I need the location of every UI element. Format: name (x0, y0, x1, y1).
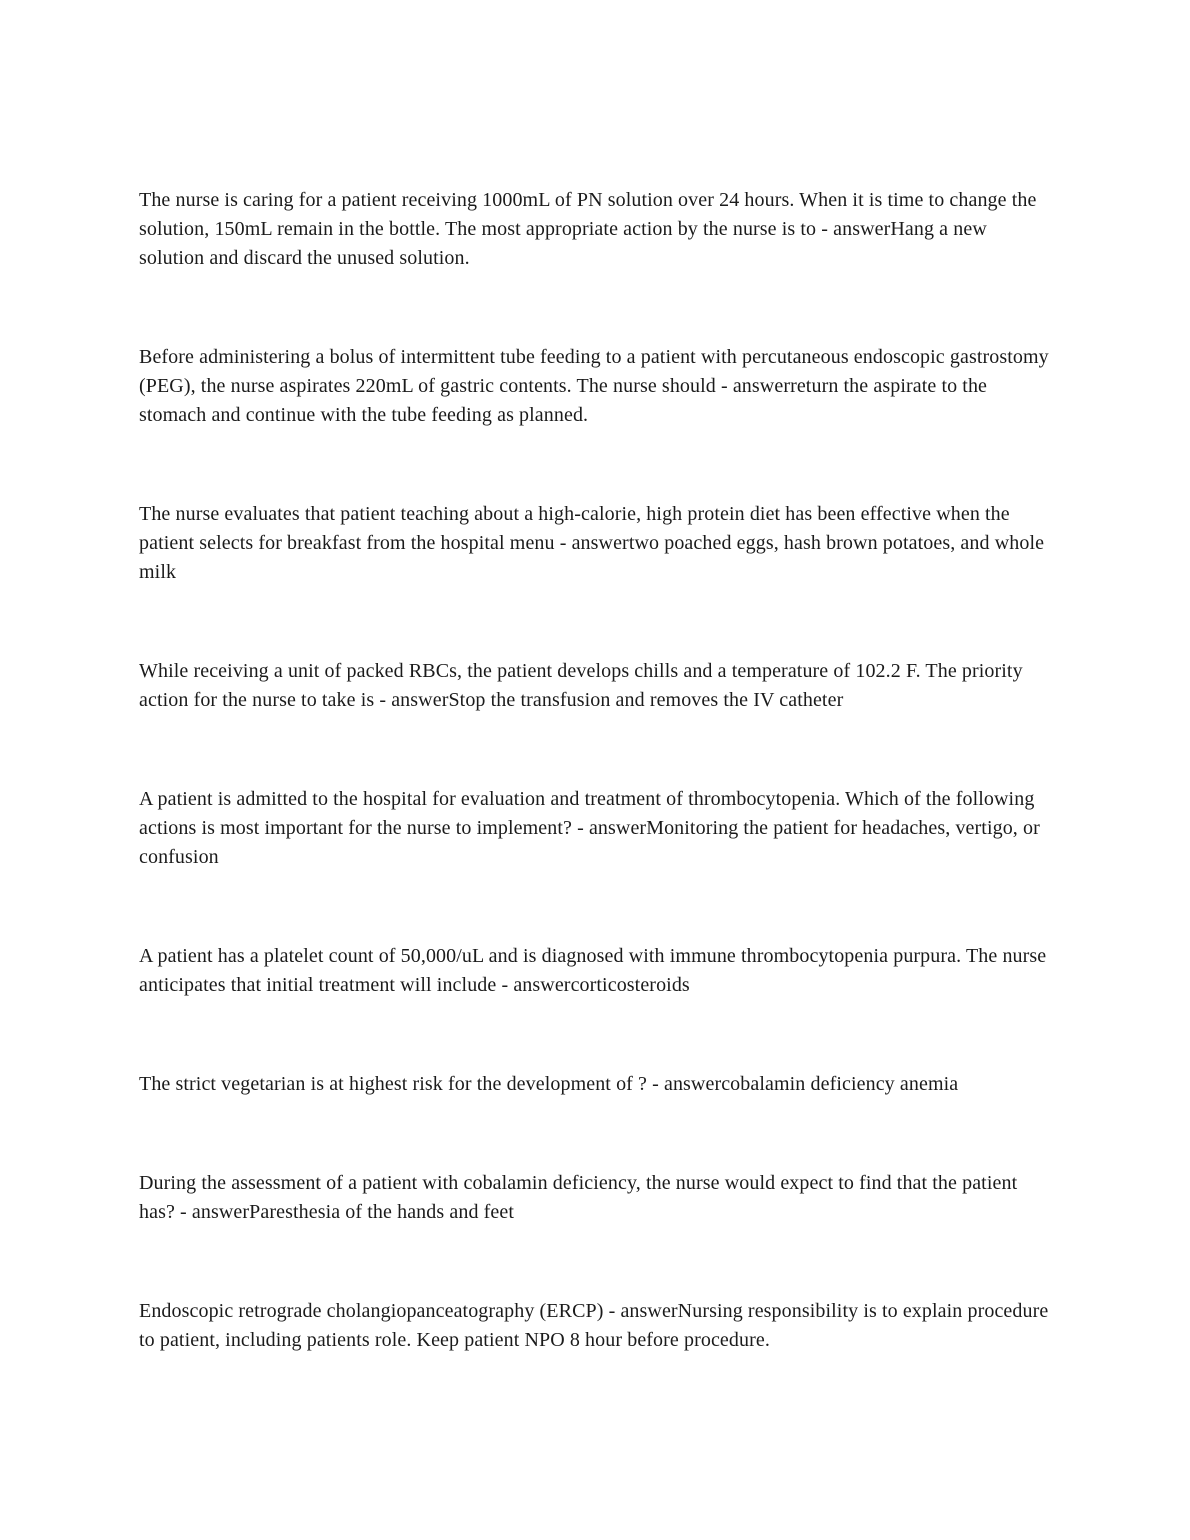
qa-paragraph-1: The nurse is caring for a patient receiving 1000mL of PN solution over 24 hours. When it is time to change the solution, 150mL remain in the bottle. The most appropriate action by the nurse is to - answerHang a new solution and discard the unused solution. (139, 189, 1037, 269)
qa-paragraph-4: While receiving a unit of packed RBCs, the patient develops chills and a temperature of 102.2 F. The priority action for the nurse to take is - answerStop the transfusion and removes the IV catheter (139, 660, 1023, 711)
qa-paragraph-9: Endoscopic retrograde cholangiopanceatography (ERCP) - answerNursing responsibility is to explain procedure to patient, including patients role. Keep patient NPO 8 hour before procedure. (139, 1300, 1049, 1351)
qa-paragraph-6: A patient has a platelet count of 50,000/uL and is diagnosed with immune thrombocytopenia purpura. The nurse anticipates that initial treatment will include - answercorticosteroids (139, 945, 1047, 996)
qa-paragraph-8: During the assessment of a patient with cobalamin deficiency, the nurse would expect to find that the patient has? - answerParesthesia of the hands and feet (139, 1172, 1018, 1223)
qa-paragraph-3: The nurse evaluates that patient teaching about a high-calorie, high protein diet has been effective when the patient selects for breakfast from the hospital menu - answertwo poached eggs, hash brown potatoes, and whole milk (139, 503, 1045, 583)
qa-paragraph-5: A patient is admitted to the hospital for evaluation and treatment of thrombocytopenia. Which of the following actions is most important for the nurse to implement? - answerMonitoring the patient for headaches, vertigo, or confusion (139, 788, 1040, 868)
qa-paragraph-2: Before administering a bolus of intermittent tube feeding to a patient with percutaneous endoscopic gastrostomy (PEG), the nurse aspirates 220mL of gastric contents. The nurse should - answerreturn the aspirate to the stomach and continue with the tube feeding as planned. (139, 346, 1049, 426)
qa-paragraph-7: The strict vegetarian is at highest risk for the development of ? - answercobalamin deficiency anemia (139, 1073, 959, 1095)
